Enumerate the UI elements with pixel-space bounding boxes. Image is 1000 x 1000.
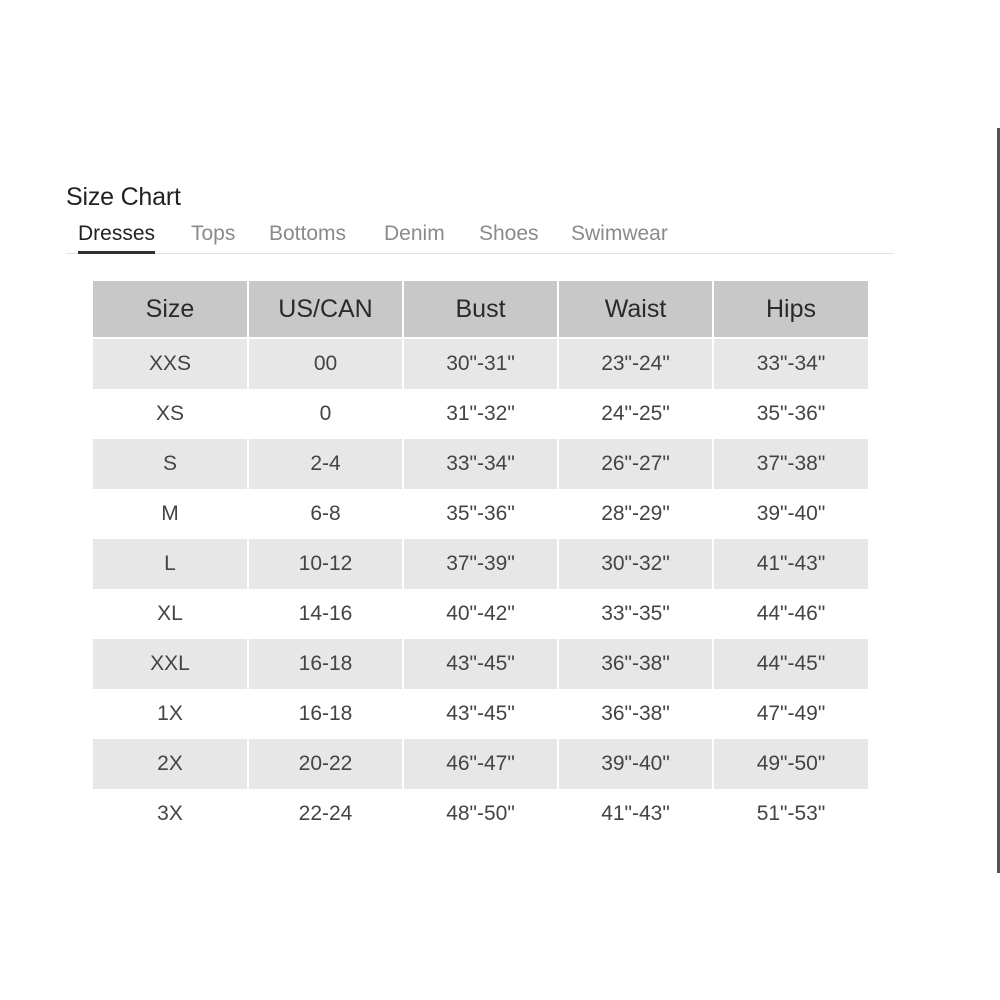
- table-row: [93, 589, 868, 639]
- table-body: [93, 338, 868, 839]
- cell-bust: 43"-45": [403, 639, 558, 689]
- table-row: [93, 689, 868, 739]
- cell-hips: 44"-46": [713, 589, 868, 639]
- cell-hips: 47"-49": [713, 689, 868, 739]
- cell-waist: 36"-38": [558, 689, 713, 739]
- cell-hips: 41"-43": [713, 539, 868, 589]
- cell-size: 1X: [93, 689, 248, 739]
- cell-bust: 37"-39": [403, 539, 558, 589]
- cell-size: L: [93, 539, 248, 589]
- cell-size: XXL: [93, 639, 248, 689]
- table-row: [93, 489, 868, 539]
- cell-waist: 39"-40": [558, 739, 713, 789]
- cell-size: XXS: [93, 338, 248, 389]
- table-row: [93, 389, 868, 439]
- table-row: [93, 338, 868, 389]
- cell-size: XL: [93, 589, 248, 639]
- cell-hips: 49"-50": [713, 739, 868, 789]
- cell-us-can: 20-22: [248, 739, 403, 789]
- header-us-can: US/CAN: [248, 281, 403, 338]
- cell-us-can: 6-8: [248, 489, 403, 539]
- tab-swimwear[interactable]: Swimwear: [571, 222, 668, 245]
- table-row: [93, 639, 868, 689]
- cell-hips: 33"-34": [713, 338, 868, 389]
- cell-bust: 43"-45": [403, 689, 558, 739]
- size-table: [93, 281, 868, 839]
- tab-shoes[interactable]: Shoes: [479, 222, 539, 245]
- cell-hips: 37"-38": [713, 439, 868, 489]
- cell-waist: 41"-43": [558, 789, 713, 839]
- cell-bust: 33"-34": [403, 439, 558, 489]
- table-row: [93, 439, 868, 489]
- cell-us-can: 10-12: [248, 539, 403, 589]
- cell-waist: 28"-29": [558, 489, 713, 539]
- cell-hips: 35"-36": [713, 389, 868, 439]
- cell-us-can: 2-4: [248, 439, 403, 489]
- cell-waist: 36"-38": [558, 639, 713, 689]
- cell-bust: 31"-32": [403, 389, 558, 439]
- page-title: Size Chart: [66, 183, 181, 211]
- cell-waist: 33"-35": [558, 589, 713, 639]
- cell-size: M: [93, 489, 248, 539]
- cell-hips: 39"-40": [713, 489, 868, 539]
- tab-bottoms[interactable]: Bottoms: [269, 222, 347, 245]
- cell-bust: 48"-50": [403, 789, 558, 839]
- cell-hips: 44"-45": [713, 639, 868, 689]
- cell-waist: 30"-32": [558, 539, 713, 589]
- header-waist: Waist: [558, 281, 713, 338]
- header-bust: Bust: [403, 281, 558, 338]
- cell-us-can: 22-24: [248, 789, 403, 839]
- cell-size: 3X: [93, 789, 248, 839]
- cell-waist: 23"-24": [558, 338, 713, 389]
- table-row: [93, 739, 868, 789]
- cell-us-can: 00: [248, 338, 403, 389]
- cell-us-can: 14-16: [248, 589, 403, 639]
- table-row: [93, 539, 868, 589]
- category-tabs: [66, 220, 894, 254]
- cell-bust: 46"-47": [403, 739, 558, 789]
- tab-dresses[interactable]: Dresses: [78, 222, 155, 254]
- header-size: Size: [93, 281, 248, 338]
- cell-size: XS: [93, 389, 248, 439]
- table-row: [93, 789, 868, 839]
- cell-size: 2X: [93, 739, 248, 789]
- header-hips: Hips: [713, 281, 868, 338]
- cell-hips: 51"-53": [713, 789, 868, 839]
- cell-size: S: [93, 439, 248, 489]
- cell-bust: 40"-42": [403, 589, 558, 639]
- tab-denim[interactable]: Denim: [384, 222, 445, 245]
- tab-tops[interactable]: Tops: [191, 222, 236, 245]
- cell-bust: 30"-31": [403, 338, 558, 389]
- table-header-row: [93, 281, 868, 338]
- cell-waist: 26"-27": [558, 439, 713, 489]
- cell-waist: 24"-25": [558, 389, 713, 439]
- cell-us-can: 0: [248, 389, 403, 439]
- cell-bust: 35"-36": [403, 489, 558, 539]
- cell-us-can: 16-18: [248, 639, 403, 689]
- cell-us-can: 16-18: [248, 689, 403, 739]
